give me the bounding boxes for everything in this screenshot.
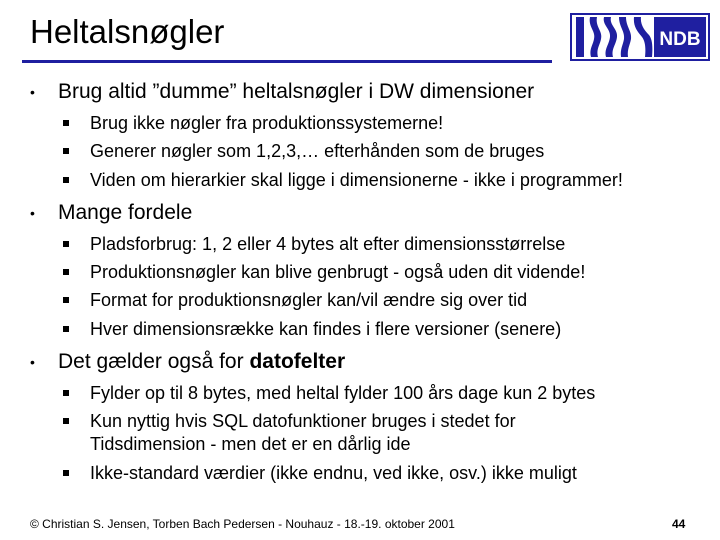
square-bullet-icon [63, 470, 69, 476]
square-bullet-icon [63, 241, 69, 247]
sub-bullet-text: Kun nyttig hvis SQL datofunktioner bruges i stedet for [90, 411, 516, 431]
sub-bullet-text: Brug ikke nøgler fra produktionssystemerne! [90, 113, 444, 133]
slide-title: Heltalsnøgler [30, 13, 225, 50]
square-bullet-icon [63, 326, 69, 332]
bullet-text-prefix: Det gælder også for [58, 350, 250, 373]
page-number: 44 [672, 517, 686, 531]
sub-bullet-text: Hver dimensionsrække kan findes i flere versioner (senere) [90, 319, 562, 339]
square-bullet-icon [63, 390, 69, 396]
ndb-logo [570, 13, 710, 61]
bullet-text: Mange fordele [58, 201, 193, 224]
square-bullet-icon [63, 148, 69, 154]
sub-bullet-text: Pladsforbrug: 1, 2 eller 4 bytes alt efter dimensionsstørrelse [90, 234, 566, 254]
sub-bullet-text: Fylder op til 8 bytes, med heltal fylder 100 års dage kun 2 bytes [90, 383, 596, 403]
bullet-text: Brug altid ”dumme” heltalsnøgler i DW dimensioner [58, 80, 535, 103]
footer-copyright: © Christian S. Jensen, Torben Bach Pedersen - Nouhauz - 18.-19. oktober 2001 [30, 517, 455, 531]
bullet-dot-icon: • [30, 84, 35, 100]
square-bullet-icon [63, 120, 69, 126]
title-underline [22, 60, 552, 63]
bullet-text-bold: datofelter [249, 350, 346, 373]
sub-bullet-text: Format for produktionsnøgler kan/vil ændre sig over tid [90, 290, 528, 310]
sub-bullet-text: Generer nøgler som 1,2,3,… efterhånden som de bruges [90, 141, 545, 161]
square-bullet-icon [63, 269, 69, 275]
bullet-dot-icon: • [30, 354, 35, 370]
bullet-text [58, 349, 345, 375]
sub-bullet-text: Ikke-standard værdier (ikke endnu, ved ikke, osv.) ikke muligt [90, 463, 577, 483]
square-bullet-icon [63, 418, 69, 424]
sub-bullet-text: Tidsdimension - men det er en dårlig ide [90, 434, 411, 454]
logo-text: NDB [659, 29, 701, 50]
square-bullet-icon [63, 177, 69, 183]
sub-bullet-text: Viden om hierarkier skal ligge i dimensionerne - ikke i programmer! [90, 170, 623, 190]
square-bullet-icon [63, 297, 69, 303]
sub-bullet-text: Produktionsnøgler kan blive genbrugt - også uden dit vidende! [90, 262, 586, 282]
bullet-dot-icon: • [30, 205, 35, 221]
